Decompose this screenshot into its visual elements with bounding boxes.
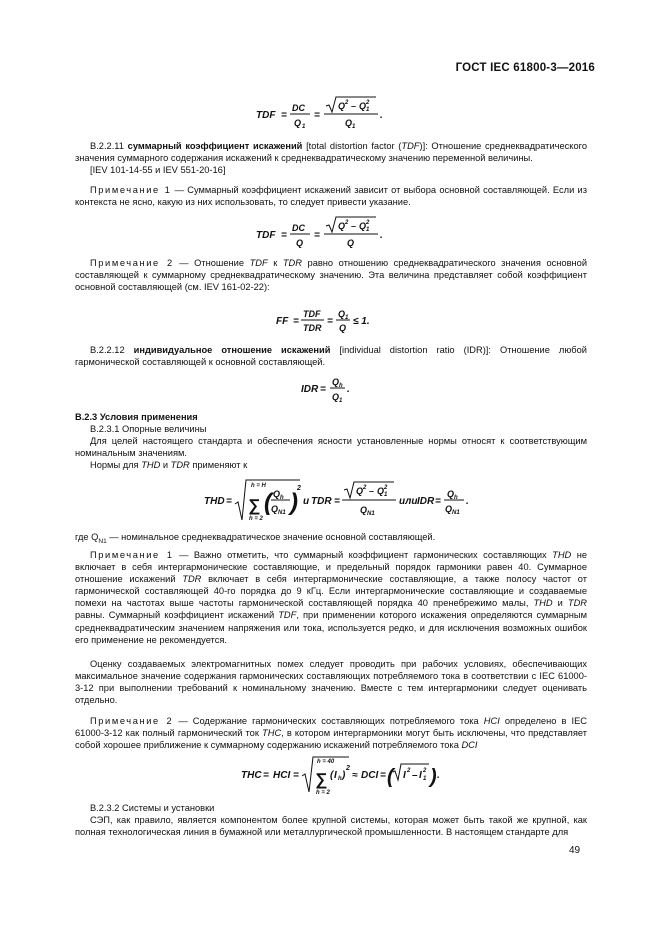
- svg-text:h = 2: h = 2: [248, 516, 263, 522]
- svg-text:=: =: [262, 770, 269, 781]
- svg-text:–: –: [368, 486, 374, 496]
- paragraph-b-2-2-12: В.2.2.12 индивидуальное отношение искажений [individual distortion ratio (IDR)]: Отношение любой гармонической составляющей к основной составляющей.: [75, 345, 587, 368]
- formula-thd-tdr-idr: [0, 478, 661, 524]
- iev-reference: [IEV 101-14-55 и IEV 551-20-16]: [90, 165, 226, 175]
- svg-text:N1: N1: [451, 510, 460, 516]
- note-1-tdf: Примечание 1 — Суммарный коэффициент искажений зависит от выбора основной составляющей. Если из контекста не ясно, какую из них использовать, то следует привести указание.: [75, 185, 587, 208]
- svg-text:DC: DC: [291, 103, 305, 113]
- svg-text:∑: ∑: [247, 496, 260, 515]
- svg-text:): ): [341, 770, 345, 781]
- svg-text:Q: Q: [337, 309, 345, 319]
- svg-text:1: 1: [422, 776, 426, 782]
- svg-text:IDR: IDR: [416, 496, 434, 507]
- svg-text:Q: Q: [376, 486, 384, 496]
- svg-text:h = H: h = H: [250, 483, 266, 489]
- note-2-hci: Примечание 2 — Содержание гармонических составляющих потребляемого тока HCI определено в IEC 61000-3-12 как полный гармонический ток THC, в котором интергармоники могут быть исключены, что представляет собой хорошее приближение к суммарному содержанию искажений потребляемого тока DCI: [75, 716, 588, 751]
- svg-text:Q: Q: [272, 489, 280, 499]
- svg-text:=: =: [434, 496, 441, 507]
- svg-text:(: (: [263, 489, 272, 516]
- svg-text:Q: Q: [293, 118, 301, 128]
- svg-text:или: или: [398, 496, 417, 507]
- svg-text:N1: N1: [366, 511, 375, 517]
- page-number: 49: [569, 845, 581, 856]
- svg-text:1: 1: [338, 398, 342, 404]
- svg-text:h = 40: h = 40: [316, 759, 334, 765]
- svg-text:1: 1: [365, 227, 369, 233]
- svg-text:2: 2: [344, 100, 348, 106]
- svg-text:HCI: HCI: [272, 770, 290, 781]
- svg-text:Q: Q: [358, 101, 366, 111]
- paragraph-pds-systems: СЭП, как правило, является компонентом более крупной системы, которая может быть такой же крупной, как полная технологическая линия в бумажной или металлургической промышленности. В настоящем стандарте для: [75, 815, 587, 838]
- svg-text:=: =: [319, 384, 326, 395]
- formula-thc-hci: [0, 756, 661, 796]
- svg-text:Q: Q: [331, 377, 339, 387]
- svg-text:TDF: TDF: [255, 110, 275, 121]
- svg-text:I: I: [333, 770, 337, 781]
- svg-text:Q: Q: [444, 504, 452, 514]
- svg-text:I: I: [402, 770, 406, 781]
- svg-text:.: .: [379, 110, 383, 121]
- svg-text:Q: Q: [270, 504, 278, 514]
- svg-text:IDR: IDR: [300, 384, 318, 395]
- svg-text:N1: N1: [277, 510, 286, 516]
- svg-text:): ): [429, 766, 437, 788]
- paragraph-qn1-definition: где $Q_{N1}$ — номинальное среднеквадратическое значение основной составляющей.: [75, 532, 436, 545]
- svg-text:Q: Q: [331, 392, 339, 402]
- svg-text:(: (: [329, 770, 333, 781]
- section-b-2-3-heading: В.2.3 Условия применения: [75, 412, 198, 422]
- svg-text:TDF: TDF: [302, 309, 320, 319]
- svg-text:1: 1: [301, 124, 305, 130]
- svg-text:2: 2: [344, 220, 348, 226]
- note-2-tdr: Примечание 2 — Отношение TDF к TDR равно отношению среднеквадратического значения основной составляющей к суммарному среднеквадратическому значению. Эта величина представляет собой коэффициент основной составляющей (см. IEV 161-02-22):: [75, 258, 588, 293]
- svg-text:Q: Q: [359, 505, 367, 515]
- svg-text:): ): [289, 489, 298, 516]
- svg-text:I: I: [418, 770, 422, 781]
- svg-text:h: h: [338, 383, 343, 389]
- svg-text:Q: Q: [295, 238, 303, 248]
- svg-text:–: –: [350, 221, 356, 231]
- svg-text:Q: Q: [355, 486, 363, 496]
- svg-text:Q: Q: [358, 221, 366, 231]
- svg-text:DC: DC: [291, 223, 305, 233]
- standard-header: ГОСТ IEC 61800-3—2016: [455, 62, 595, 74]
- svg-text:.: .: [465, 496, 469, 507]
- svg-text:Q: Q: [337, 101, 345, 111]
- paragraph-norms: Нормы для THD и TDR применяют к: [90, 460, 248, 470]
- svg-text:.: .: [379, 230, 383, 241]
- svg-text:TDF: TDF: [255, 230, 275, 241]
- svg-text:DCI: DCI: [360, 770, 378, 781]
- svg-text:Q: Q: [338, 323, 346, 333]
- svg-text:=: =: [280, 110, 287, 121]
- svg-text:=: =: [292, 316, 299, 327]
- svg-text:≤ 1.: ≤ 1.: [352, 316, 370, 327]
- formula-tdf-1: [0, 96, 661, 132]
- svg-text:Q: Q: [446, 489, 454, 499]
- svg-text:2: 2: [365, 100, 369, 106]
- svg-text:2: 2: [362, 485, 366, 491]
- svg-text:h: h: [453, 495, 458, 501]
- paragraph-b-2-2-11: В.2.2.11 суммарный коэффициент искажений [total distortion factor (TDF)]: Отношение среднеквадратического значения суммарного содержания искажений к среднеквадратическому значению переменной величины.: [75, 141, 587, 164]
- svg-text:Q: Q: [337, 221, 345, 231]
- svg-text:=: =: [326, 316, 333, 327]
- svg-text:=: =: [292, 770, 299, 781]
- paragraph-emc-evaluation: Оценку создаваемых электромагнитных помех следует проводить при рабочих условиях, обеспечивающих максимальное значение содержания гармонических составляющих потребляемого тока в соответствии с IEC 61000-3-12 при выполнении требований к номинальному значению. Вместе с тем интергармоники следует оценивать отдельно.: [75, 659, 587, 706]
- svg-text:1: 1: [365, 107, 369, 113]
- svg-text:–: –: [350, 101, 356, 111]
- svg-text:1: 1: [351, 124, 355, 130]
- svg-text:2: 2: [406, 768, 410, 774]
- note-1-thd: Примечание 1 — Важно отметить, что суммарный коэффициент гармонических составляющих THD не включает в себя интергармонические составляющие, и предельный порядок гармоники равен 40. Суммарное отношение искажений TDR включает в себя интергармонические составляющие, а также полосу частот от гармонической составляющей 40-го порядка до 9 кГц. Если интергармонические составляющие и создаваемые помехи на частотах выше частоты гармонической составляющей порядка 40 пренебрежимо малы, THD и TDR равны. Суммарный коэффициент искажений TDF, при применении которого искажения определяются суммарным среднеквадратическим значением напряжения или тока, используется редко, и для исключения возможных ошибок его применение не рекомендуется.: [75, 550, 588, 645]
- formula-ff: [0, 306, 661, 338]
- svg-text:THD: THD: [203, 496, 225, 507]
- formula-idr: [0, 374, 661, 406]
- formula-tdf-2: [0, 216, 661, 252]
- svg-text:1: 1: [383, 492, 387, 498]
- svg-text:и: и: [302, 496, 309, 507]
- svg-text:2: 2: [296, 485, 301, 492]
- svg-text:TDR: TDR: [302, 323, 321, 333]
- svg-text:≈: ≈: [351, 770, 357, 781]
- svg-text:Q: Q: [346, 238, 354, 248]
- svg-text:=: =: [280, 230, 287, 241]
- svg-text:h = 2: h = 2: [315, 790, 330, 796]
- svg-text:Q: Q: [344, 118, 352, 128]
- svg-text:TDR: TDR: [310, 496, 332, 507]
- svg-text:=: =: [225, 496, 232, 507]
- svg-text:2: 2: [383, 485, 387, 491]
- svg-text:=: =: [379, 770, 386, 781]
- svg-text:∑: ∑: [314, 770, 327, 789]
- svg-text:=: =: [313, 230, 320, 241]
- svg-text:.: .: [346, 384, 350, 395]
- svg-text:2: 2: [422, 768, 426, 774]
- svg-text:=: =: [313, 110, 320, 121]
- svg-text:.: .: [436, 770, 440, 781]
- svg-text:2: 2: [345, 765, 350, 772]
- svg-text:THC: THC: [240, 770, 262, 781]
- svg-text:(: (: [386, 766, 394, 788]
- svg-text:h: h: [279, 495, 284, 501]
- svg-text:FF: FF: [275, 316, 288, 327]
- section-b-2-3-1-heading: В.2.3.1 Опорные величины: [90, 424, 207, 434]
- paragraph-reference-values: Для целей настоящего стандарта и обеспечения ясности установленные нормы относят к соответствующим номинальным значениям.: [75, 436, 587, 459]
- svg-text:2: 2: [365, 220, 369, 226]
- svg-text:h: h: [337, 776, 342, 782]
- section-b-2-3-2-heading: В.2.3.2 Системы и установки: [90, 803, 215, 813]
- svg-text:=: =: [333, 496, 340, 507]
- svg-text:–: –: [411, 770, 418, 781]
- svg-text:1: 1: [344, 315, 348, 321]
